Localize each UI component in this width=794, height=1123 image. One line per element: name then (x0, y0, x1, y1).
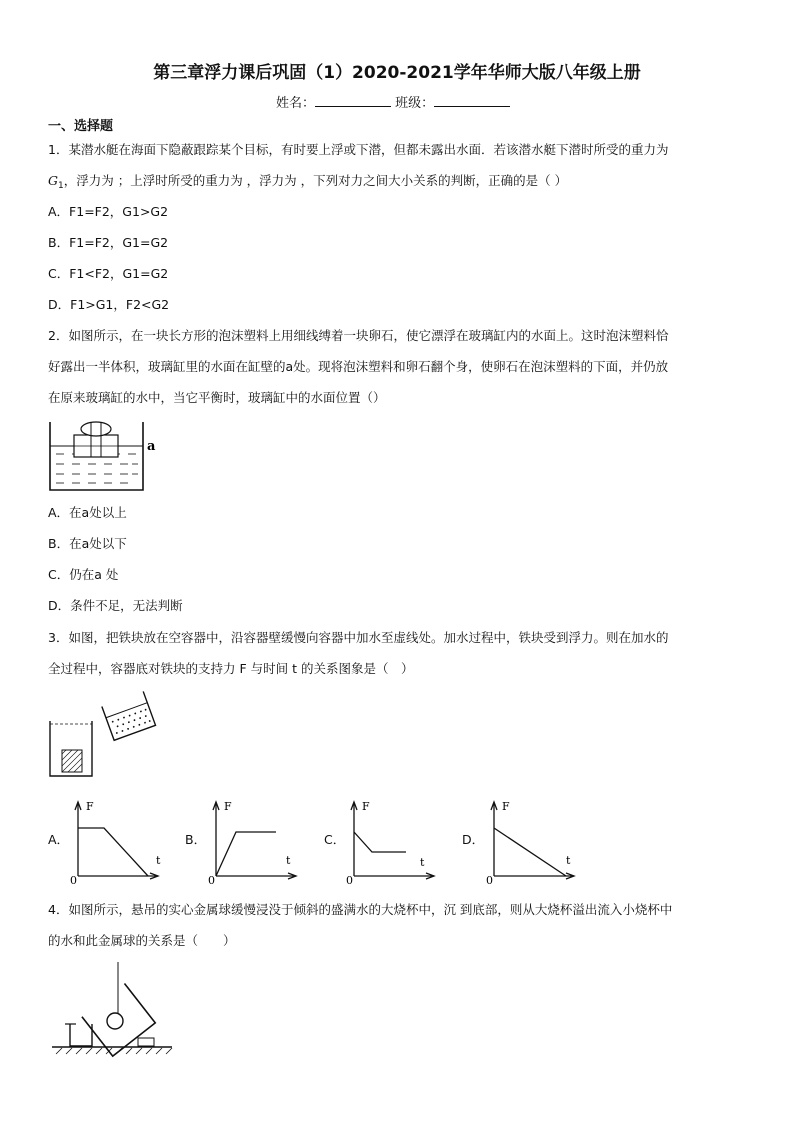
q3-graph-d[interactable] (482, 796, 582, 887)
q2-line1: 2．如图所示，在一块长方形的泡沫塑料上用细线缚着一块卵石，使它漂浮在玻璃缸内的水面上。这时泡沫塑料恰 (48, 328, 669, 343)
name-blank (315, 94, 391, 107)
q4-line2: 的水和此金属球的关系是（ ） (48, 933, 236, 948)
q3-line1: 3．如图，把铁块放在空容器中，沿容器壁缓慢向容器中加水至虚线处。加水过程中，铁块受到浮力。则在加水的 (48, 630, 669, 645)
q3-graph-d-y-label: F (502, 800, 510, 813)
q2-tank-figure (48, 418, 160, 494)
q3-graph-c[interactable] (342, 796, 442, 887)
q3-graph-a[interactable] (66, 796, 166, 887)
q3-graph-c-origin: 0 (346, 874, 353, 887)
q3-graph-d-x-label: t (566, 854, 571, 867)
section-heading: 一、选择题 (48, 119, 114, 134)
q1-option-a[interactable]: A．F1=F2，G1>G2 (48, 204, 169, 219)
q3-line2: 全过程中，容器底对铁块的支持力 F 与时间 t 的关系图象是（ ） (48, 661, 414, 676)
q1-option-c[interactable]: C．F1<F2，G1=G2 (48, 266, 169, 281)
q3-option-a-label[interactable]: A． (48, 832, 70, 847)
q3-graph-a-origin: 0 (70, 874, 77, 887)
q4-line1: 4．如图所示，悬吊的实心金属球缓慢浸没于倾斜的盛满水的大烧杯中，沉 到底部，则从大烧杯溢出流入小烧杯中 (48, 902, 673, 917)
q3-graph-d-origin: 0 (486, 874, 493, 887)
q2-figure-label: a (147, 439, 156, 454)
q2-line2: 好露出一半体积，玻璃缸里的水面在缸壁的a处。现将泡沫塑料和卵石翻个身，使卵石在泡沫塑料的下面，并仍放 (48, 359, 669, 374)
q1-line2: ，浮力为 ；上浮时所受的重力为 ，浮力为 ，下列对力之间大小关系的判断，正确的是（ ） (63, 173, 568, 188)
q4-overflow-figure (48, 962, 178, 1058)
q2-option-b[interactable]: B．在a处以下 (48, 536, 127, 551)
header-fields (276, 92, 510, 111)
q1-line1: 1．某潜水艇在海面下隐蔽跟踪某个目标，有时要上浮或下潜，但都未露出水面．若该潜水艇下潜时所受的重力为 (48, 142, 669, 157)
q3-option-c-label[interactable]: C． (324, 832, 346, 847)
q2-line3: 在原来玻璃缸的水中，当它平衡时，玻璃缸中的水面位置（） (48, 390, 386, 405)
name-label: 姓名： (276, 96, 316, 111)
page-title: 第三章浮力课后巩固（1）2020-2021学年华师大版八年级上册 (153, 63, 641, 83)
q3-graph-b-y-label: F (224, 800, 232, 813)
class-blank (434, 94, 510, 107)
q3-option-b-label[interactable]: B． (185, 832, 207, 847)
q2-option-a[interactable]: A．在a处以上 (48, 505, 127, 520)
q1-option-d[interactable]: D．F1>G1，F2<G2 (48, 297, 170, 312)
q1-line2-container: $G_1$，浮力为 ；上浮时所受的重力为 ，浮力为 ，下列对力之间大小关系的判断，正确的是（ ） (48, 173, 568, 191)
q1-option-b[interactable]: B．F1=F2，G1=G2 (48, 235, 169, 250)
q3-beaker-figure (48, 688, 158, 778)
q3-graph-b-x-label: t (286, 854, 291, 867)
q3-graph-c-y-label: F (362, 800, 370, 813)
q3-graph-a-x-label: t (156, 854, 161, 867)
q2-option-d[interactable]: D．条件不足，无法判断 (48, 598, 183, 613)
q3-graph-b[interactable] (204, 796, 304, 887)
q3-option-d-label[interactable]: D． (462, 832, 485, 847)
q3-graph-c-x-label: t (420, 856, 425, 869)
q3-graph-a-y-label: F (86, 800, 94, 813)
q3-graph-b-origin: 0 (208, 874, 215, 887)
class-label: 班级： (395, 96, 435, 111)
q2-option-c[interactable]: C．仍在a 处 (48, 567, 119, 582)
